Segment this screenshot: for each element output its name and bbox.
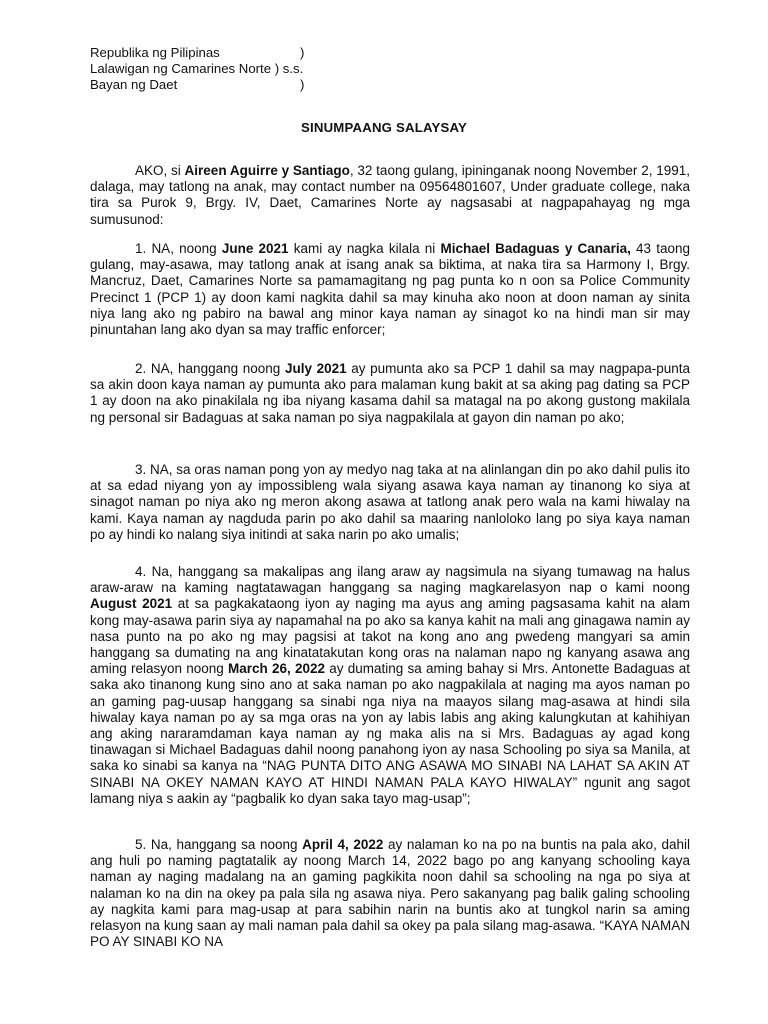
item-4-part-2: at sa pagkakataong iyon ay naging ma ayus ang aming pagsasama kahit na alam kong may-asawa parin siya ay napamahal na po ako sa kanya kahit na mali ang ginagawa namin ay nasa punto na po ako ng may pagsisi at takot na kong ano ang pwedeng mangyari sa amin hanggang sa dumating na ang kinatatakutan kong oras na nalaman napo ng kanyang asawa ang aming relasyon noong [90, 596, 690, 677]
item-1-date: June 2021 [221, 241, 289, 256]
item-3-text [90, 462, 690, 543]
item-1-part-2: kami ay nagka kilala ni [288, 241, 441, 256]
item-3-paragraph [90, 462, 690, 543]
item-2-part-2: ay pumunta ako sa PCP 1 dahil sa may nagpapa-punta sa akin doon kaya naman ay pumunta ako para malaman kung bakit at sa aking pag dating sa PCP 1 ay doon na ako pinakilala ng iba niyang kasama dahil sa matagal na po akong gustong makilala ng personal sir Badaguas at saka naman po siya nagpakilala at gayon din naman po ako; [90, 361, 690, 425]
item-1-part-1: 1. NA, noong [135, 241, 222, 256]
header-republic-text: Republika ng Pilipinas [90, 45, 220, 60]
header-republic-paren: ) [300, 45, 305, 60]
item-5-part-1: 5. Na, hanggang sa noong [135, 837, 303, 852]
intro-part-2: , 32 taong gulang, ipininganak noong November 2, 1991, dalaga, may tatlong na anak, may contact number na 09564801607, Under graduate college, naka tira sa Purok 9, Brgy. IV, Daet, Camarines Norte ay nagsasabi at nagpapahayag ng mga sumusunod: [90, 163, 691, 227]
item-2-text [90, 361, 690, 426]
header-province-text: Lalawigan ng Camarines Norte ) s.s. [90, 61, 304, 76]
item-1-part-3: 43 taong gulang, may-asawa, may tatlong anak at isang anak sa biktima, at naka tira sa Harmony I, Brgy. Mancruz, Daet, Camarines Norte sa pamamagitang ng pag punta ko n oon sa Police Community Precinct 1 (PCP 1) ay doon kami nagkita dahil sa may kinuha ako noon at doon naman ay sinita niya lang ako ng pabiro na bawal ang minor kaya naman ay sinagot ko na hindi man sir may pinuntahan lang ako dyan sa may traffic enforcer; [90, 241, 690, 338]
header-line-province [90, 61, 303, 77]
item-1-respondent-name: Michael Badaguas y Canaria, [440, 241, 631, 256]
affiant-name: Aireen Aguirre y Santiago [184, 163, 350, 178]
item-4-text [90, 564, 690, 807]
item-5-paragraph [90, 837, 690, 950]
item-2-date: July 2021 [284, 361, 347, 376]
document-title: SINUMPAANG SALAYSAY [301, 120, 467, 135]
item-3-part-1: 3. NA, sa oras naman pong yon ay medyo nag taka at na alinlangan din po ako dahil pulis ito at sa edad niyang yon ay impossibleng wala siyang asawa kaya naman ay tinanong ko siya at sinagot naman po niya ako ng meron akong asawa at tatlong anak pero wala na kami hiwalay na kami. Kaya naman ay nagduda parin po ako dahil sa maaring nanloloko lang po siya kaya naman po ay hindi ko nalang siya initindi at saka narin po ako umalis; [90, 462, 690, 542]
item-4-part-3: ay dumating sa aming bahay si Mrs. Antonette Badaguas at saka ako tinanong kung sino ano at saka naman po ako nagpakilala at naging ma ayos naman po an gaming pag-uusap hanggang sa sinabi nga niya na maayos silang mag-asawa at hindi sila hiwalay kaya naman po ay sa mga oras na yon ay labis labis ang aking kalungkutan at kahihiyan ang aking nararamdaman kaya naman ay ng maka alis na si Mrs. Badaguas ay agad kong tinawagan si Michael Badaguas dahil noong panahong iyon ay nasa Schooling po siya sa Manila, at saka ko sinabi sa kanya na “NAG PUNTA DITO ANG ASAWA MO SINABI NA LAHAT SA AKIN AT SINABI NA OKEY NAMAN KAYO AT HINDI NAMAN PALA KAYO HIWALAY” ngunit ang sagot lamang niya s aakin ay “pagbalik ko dyan saka tayo mag-usap”; [90, 661, 690, 806]
item-1-paragraph [90, 241, 690, 338]
item-4-date-march: March 26, 2022 [228, 661, 326, 677]
item-4-paragraph [90, 564, 690, 807]
item-5-part-2: ay nalaman ko na po na buntis na pala ako, dahil ang huli po naming pagtatalik ay noong March 14, 2022 bago po ang kanyang schooling kaya naman ay naging madalang na an gaming pagkikita noon dahil sa schooling na nga po siya at nalaman ko na din na okey pa pala sila ng asawa niya. Pero sakanyang pag balik galing schooling ay nagkita kami para mag-usap at para sabihin narin na buntis ako at tungkol narin sa aming relasyon na kung saan ay mali naman pala dahil sa okey pa pala silang mag-asawa. “KAYA NAMAN PO AY SINABI KO NA [90, 837, 690, 950]
intro-paragraph [90, 163, 690, 228]
item-2-part-1: 2. NA, hanggang noong [135, 361, 285, 376]
intro-text [90, 163, 690, 228]
item-1-text [90, 241, 690, 338]
header-municipality-paren: ) [300, 77, 305, 92]
intro-part-1: AKO, si [135, 163, 185, 178]
header-line-republic [90, 45, 305, 61]
item-2-paragraph [90, 361, 690, 426]
item-4-date-august: August 2021 [90, 596, 173, 612]
item-5-date: April 4, 2022 [302, 837, 384, 852]
item-5-text [90, 837, 690, 950]
header-line-municipality [90, 77, 305, 93]
header-municipality-text: Bayan ng Daet [90, 77, 178, 92]
item-4-part-1: 4. Na, hanggang sa makalipas ang ilang araw ay nagsimula na siyang tumawag na halus araw-araw na kaming nagtatawagan hanggang sa naging magkarelasyon nap o kami noong [90, 564, 690, 596]
